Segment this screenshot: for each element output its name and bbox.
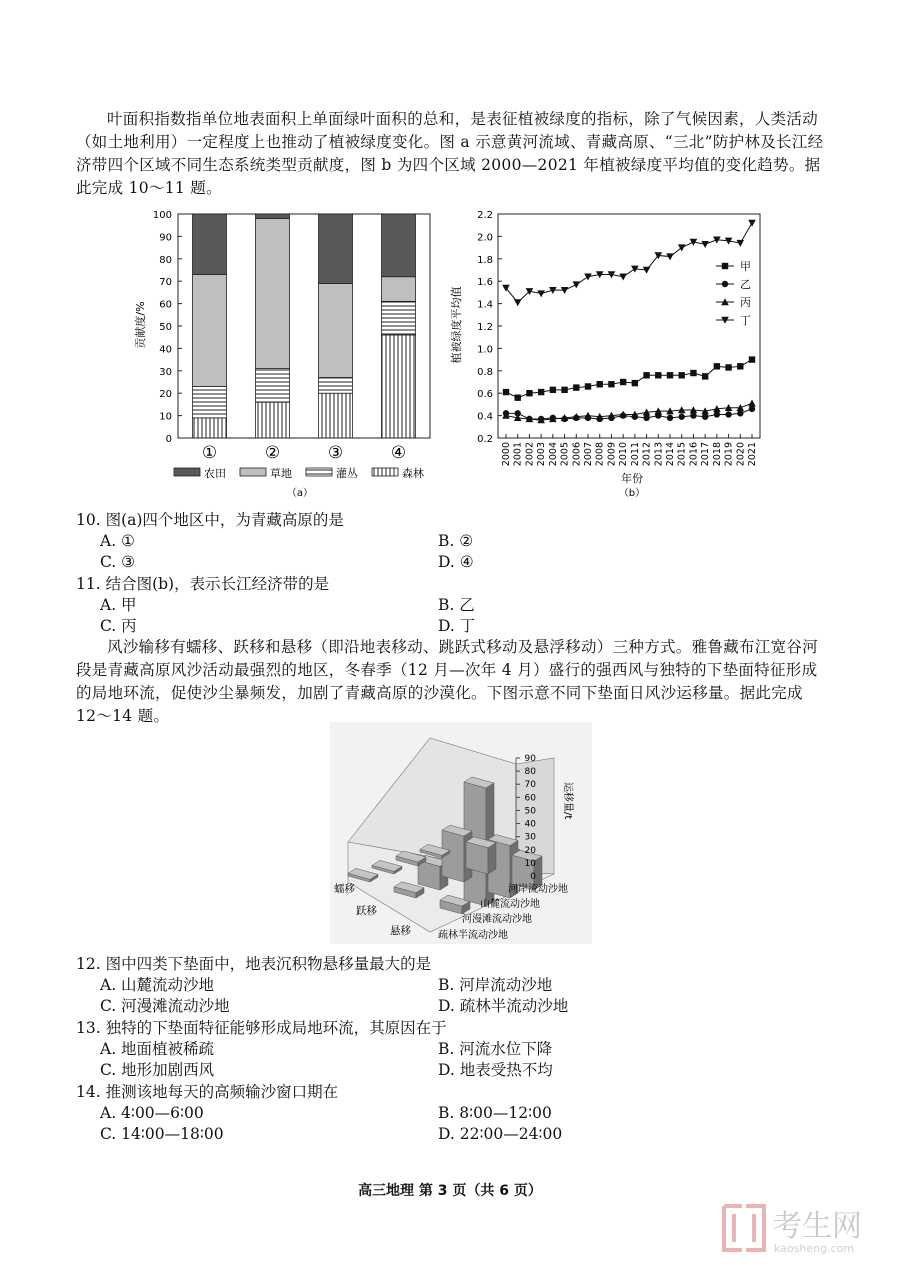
figure-3d-ztick-label: 40 xyxy=(524,819,536,830)
figure-a-legend-label: 草地 xyxy=(270,467,292,480)
figure-a-bar-segment xyxy=(382,214,416,277)
figure-b-xtick-label: 2016 xyxy=(688,442,700,467)
q14-option-c[interactable]: C. 14∶00—18∶00 xyxy=(100,1125,224,1143)
q12-option-c[interactable]: C. 河漫滩流动沙地 xyxy=(100,997,230,1015)
figure-b-data-point xyxy=(515,394,521,400)
figure-a-bar-segment xyxy=(382,277,416,302)
figure-b-xtick-label: 2018 xyxy=(711,442,723,467)
figure-3d-ztick-label: 80 xyxy=(524,767,536,778)
figure-3d-row-label: 悬移 xyxy=(390,925,411,937)
figure-a-ytick-label: 90 xyxy=(159,232,172,244)
figure-b-xtick-label: 2017 xyxy=(700,442,712,467)
figure-b-ytick-label: 0.2 xyxy=(477,434,493,445)
watermark-logo xyxy=(720,1200,880,1256)
figure-b-legend-marker xyxy=(722,263,728,269)
figure-a-legend-label: 农田 xyxy=(204,467,226,480)
figure-b-data-point xyxy=(667,372,673,378)
figure-b-xtick-label: 2019 xyxy=(723,442,735,467)
figure-b-data-point xyxy=(748,399,756,406)
figure-a-ytick-label: 30 xyxy=(159,366,172,378)
figure-a-ytick-label: 20 xyxy=(159,389,172,401)
figure-b-ytick-label: 2.2 xyxy=(477,210,493,221)
figure-a-bar-segment xyxy=(382,301,416,335)
q14-option-b[interactable]: B. 8∶00—12∶00 xyxy=(438,1104,552,1122)
figure-3d-ztick-label: 30 xyxy=(524,832,536,843)
figure-b-ytick-label: 1.6 xyxy=(477,277,493,289)
figure-a-category-label: ④ xyxy=(390,443,407,463)
figure-b-data-point xyxy=(737,363,743,369)
figure-b-data-point xyxy=(702,373,708,379)
figure-b-ytick-label: 2.0 xyxy=(477,232,493,244)
figure-a-ytick-label: 0 xyxy=(165,434,172,445)
figure-a-bar-segment xyxy=(319,378,353,394)
figure-b-caption: （b） xyxy=(618,488,646,499)
intro-paragraph-2: 风沙输移有蠕移、跃移和悬移（即沿地表移动、跳跃式移动及悬浮移动）三种方式。雅鲁藏布江宽谷河段是青藏高原风沙活动最强烈的地区，冬春季（12 月—次年 4 月）盛行的强西风与独特的下垫面特征形成的局地环流，促使沙尘暴频发，加剧了青藏高原的沙漠化。下图示意不同下垫面日风沙运移量。据此完成 12～14 题。 xyxy=(76,638,819,725)
figure-b-legend-label: 丁 xyxy=(740,314,751,327)
watermark-url: kaosheng.com xyxy=(774,1242,855,1255)
figure-a-bar-segment xyxy=(319,214,353,283)
figure-a-legend-swatch xyxy=(240,468,266,476)
figure-a-bar-segment xyxy=(193,274,227,386)
figure-b-data-point xyxy=(701,241,709,248)
figure-a-bar-segment xyxy=(193,386,227,417)
figure-b-ytick-label: 1.0 xyxy=(477,344,493,356)
intro-paragraph-1: 叶面积指数指单位地表面积上单面绿叶面积的总和，是表征植被绿度的指标，除了气候因素，人类活动（如土地利用）一定程度上也推动了植被绿度变化。图 a 示意黄河流域、青藏高原、“三北”防护林及长江经济带四个区域不同生态系统类型贡献度，图 b 为四个区域 2000—2021 年植被绿度平均值的变化趋势。据此完成 10～11 题。 xyxy=(76,110,824,197)
figure-a-bar-segment xyxy=(382,335,416,438)
figure-b-data-point xyxy=(749,406,755,412)
figure-3d-column-label: 河漫滩流动沙地 xyxy=(462,914,532,925)
figure-b-legend-label: 丙 xyxy=(740,296,751,309)
question-14: 14. 推测该地每天的高频输沙窗口期在 xyxy=(76,1083,339,1101)
figure-b-data-point xyxy=(736,240,744,247)
figure-b-xtick-label: 2013 xyxy=(653,442,665,467)
figure-a-bar-segment xyxy=(193,214,227,274)
figure-b-data-point xyxy=(725,364,731,370)
q13-option-c[interactable]: C. 地形加剧西风 xyxy=(100,1061,215,1079)
figure-a-ylabel: 贡献度/% xyxy=(134,301,147,349)
q11-option-b[interactable]: B. 乙 xyxy=(438,596,475,614)
figure-b-data-point xyxy=(526,390,532,396)
question-13: 13. 独特的下垫面特征能够形成局地环流，其原因在于 xyxy=(76,1019,447,1037)
figure-3d-ztick-label: 20 xyxy=(524,845,536,856)
figure-b-data-point xyxy=(632,380,638,386)
figure-a-legend-swatch xyxy=(174,468,200,476)
figure-b-xtick-label: 2020 xyxy=(735,442,747,467)
figure-a-legend-label: 森林 xyxy=(402,467,424,480)
figure-b-xtick-label: 2000 xyxy=(501,442,512,467)
figure-3d-row-label: 蠕移 xyxy=(334,883,355,895)
figure-a-stacked-bar xyxy=(128,200,448,500)
figure-b-data-point xyxy=(503,389,509,395)
figure-a-category-label: ③ xyxy=(327,443,344,463)
q11-option-a[interactable]: A. 甲 xyxy=(100,596,137,614)
figure-b-xtick-label: 2015 xyxy=(676,442,688,467)
figure-b-xtick-label: 2006 xyxy=(571,442,583,467)
figure-a-legend-label: 灌丛 xyxy=(336,467,358,480)
figure-a-legend-swatch xyxy=(306,468,332,476)
figure-b-line-chart xyxy=(452,200,780,500)
figure-b-ytick-label: 1.4 xyxy=(477,299,493,311)
figure-b-ytick-label: 0.4 xyxy=(477,411,493,423)
figure-b-data-point xyxy=(619,274,627,281)
q12-option-a[interactable]: A. 山麓流动沙地 xyxy=(100,976,215,994)
watermark-text: 考生网 xyxy=(772,1209,862,1244)
figure-b-plot-frame xyxy=(498,214,760,438)
figure-b-data-point xyxy=(655,372,661,378)
figure-b-legend-label: 乙 xyxy=(740,278,751,291)
q14-option-a[interactable]: A. 4∶00—6∶00 xyxy=(100,1104,204,1122)
figure-b-xtick-label: 2012 xyxy=(641,442,653,467)
figure-3d-ztick-label: 90 xyxy=(524,754,536,764)
figure-b-data-point xyxy=(538,389,544,395)
kaosheng-logo-icon xyxy=(724,1206,764,1250)
figure-3d-column-label: 河岸流动沙地 xyxy=(508,884,568,895)
figure-a-bar-segment xyxy=(256,369,290,403)
figure-3d-bar-side xyxy=(488,843,496,874)
question-11: 11. 结合图(b)，表示长江经济带的是 xyxy=(76,575,330,593)
figure-b-xtick-label: 2003 xyxy=(536,442,548,467)
figure-b-data-point xyxy=(620,379,626,385)
figure-b-ytick-label: 1.8 xyxy=(477,254,493,266)
figure-b-data-point xyxy=(678,244,686,251)
figure-3d-column-label: 山麓流动沙地 xyxy=(480,899,540,910)
figure-a-ytick-label: 60 xyxy=(159,299,172,311)
figure-3d-ztick-label: 70 xyxy=(524,780,536,791)
figure-b-data-point xyxy=(584,274,592,281)
figure-a-legend-swatch xyxy=(372,468,398,476)
q12-option-d[interactable]: D. 疏林半流动沙地 xyxy=(438,997,569,1015)
figure-b-xtick-label: 2009 xyxy=(606,442,618,467)
figure-b-data-point xyxy=(561,387,567,393)
figure-b-data-point xyxy=(679,414,685,420)
figure-b-data-point xyxy=(514,299,522,306)
q11-option-c[interactable]: C. 丙 xyxy=(100,617,137,635)
figure-3d-zlabel: 运移量/t xyxy=(562,782,573,820)
figure-b-data-point xyxy=(643,372,649,378)
figure-a-category-label: ① xyxy=(201,443,218,463)
figure-a-ytick-label: 10 xyxy=(159,411,172,423)
figure-a-bar-segment xyxy=(256,218,290,368)
figure-b-data-point xyxy=(537,290,545,297)
figure-b-data-point xyxy=(748,220,756,227)
figure-b-data-point xyxy=(725,411,731,417)
page-footer: 高三地理 第 3 页（共 6 页） xyxy=(358,1183,542,1199)
figure-b-data-point xyxy=(714,363,720,369)
figure-b-legend-marker xyxy=(722,281,728,287)
figure-3d-ztick-label: 60 xyxy=(524,793,536,804)
figure-a-bar-segment xyxy=(256,214,290,218)
q13-option-b[interactable]: B. 河流水位下降 xyxy=(438,1040,553,1058)
figure-b-data-point xyxy=(643,267,651,274)
figure-b-data-point xyxy=(737,410,743,416)
figure-b-xtick-label: 2004 xyxy=(547,442,559,467)
q14-option-d[interactable]: D. 22∶00—24∶00 xyxy=(438,1125,563,1143)
figure-a-ytick-label: 50 xyxy=(159,322,172,333)
figure-b-data-point xyxy=(597,381,603,387)
figure-b-ylabel: 植被绿度平均值 xyxy=(450,286,463,364)
figure-a-bar-segment xyxy=(256,402,290,438)
q13-option-a[interactable]: A. 地面植被稀疏 xyxy=(100,1040,215,1058)
figure-b-data-point xyxy=(702,414,708,420)
figure-a-ytick-label: 40 xyxy=(159,344,172,356)
figure-a-bar-segment xyxy=(319,283,353,377)
figure-3d-ztick-label: 10 xyxy=(524,858,536,869)
figure-b-xtick-label: 2001 xyxy=(512,442,524,467)
figure-b-data-point xyxy=(550,387,556,393)
q10-option-c[interactable]: C. ③ xyxy=(100,553,136,571)
question-12: 12. 图中四类下垫面中，地表沉积物悬移量最大的是 xyxy=(76,955,432,973)
figure-b-xtick-label: 2007 xyxy=(583,442,594,467)
q10-option-d[interactable]: D. ④ xyxy=(438,553,474,571)
figure-b-legend-label: 甲 xyxy=(740,260,751,273)
figure-3d-row-label: 跃移 xyxy=(356,905,377,917)
figure-b-xtick-label: 2021 xyxy=(747,442,758,467)
figure-b-data-point xyxy=(573,384,579,390)
q10-option-a[interactable]: A. ① xyxy=(100,532,135,550)
q11-option-d[interactable]: D. 丁 xyxy=(438,617,476,635)
figure-b-data-point xyxy=(667,415,673,421)
figure-3d-bar xyxy=(330,722,592,944)
figure-a-bar-segment xyxy=(319,393,353,438)
figure-a-category-label: ② xyxy=(264,443,281,463)
q12-option-b[interactable]: B. 河岸流动沙地 xyxy=(438,976,553,994)
figure-b-xlabel: 年份 xyxy=(621,472,643,485)
figure-b-data-point xyxy=(608,381,614,387)
question-10: 10. 图(a)四个地区中，为青藏高原的是 xyxy=(76,511,344,529)
figure-a-caption: （a） xyxy=(286,488,314,499)
figure-b-xtick-label: 2002 xyxy=(524,442,536,467)
figure-b-data-point xyxy=(666,253,674,260)
figure-b-data-point xyxy=(690,370,696,376)
figure-b-data-point xyxy=(585,383,591,389)
figure-b-data-point xyxy=(584,412,592,419)
figure-b-ytick-label: 0.6 xyxy=(477,389,493,401)
figure-a-ytick-label: 70 xyxy=(159,277,172,289)
figure-a-ytick-label: 80 xyxy=(159,254,172,266)
figure-a-ytick-label: 100 xyxy=(152,210,172,221)
figure-b-data-point xyxy=(572,281,580,288)
figure-b-xtick-label: 2011 xyxy=(629,442,641,467)
figure-b-ytick-label: 1.2 xyxy=(477,322,493,333)
figure-a-bar-segment xyxy=(193,418,227,438)
figure-b-xtick-label: 2010 xyxy=(618,442,630,467)
q13-option-d[interactable]: D. 地表受热不均 xyxy=(438,1061,553,1079)
figure-b-xtick-label: 2014 xyxy=(665,442,676,467)
q10-option-b[interactable]: B. ② xyxy=(438,532,474,550)
figure-b-data-point xyxy=(690,412,696,418)
figure-b-ytick-label: 0.8 xyxy=(477,366,493,378)
figure-3d-column-label: 疏林半流动沙地 xyxy=(438,930,508,941)
figure-b-data-point xyxy=(714,411,720,417)
figure-b-xtick-label: 2005 xyxy=(559,442,571,467)
figure-b-data-point xyxy=(679,372,685,378)
figure-b-data-point xyxy=(749,356,755,362)
figure-3d-ztick-label: 0 xyxy=(530,872,536,882)
figure-b-data-point xyxy=(643,415,649,421)
figure-b-xtick-label: 2008 xyxy=(594,442,606,467)
figure-3d-ztick-label: 50 xyxy=(524,806,536,817)
